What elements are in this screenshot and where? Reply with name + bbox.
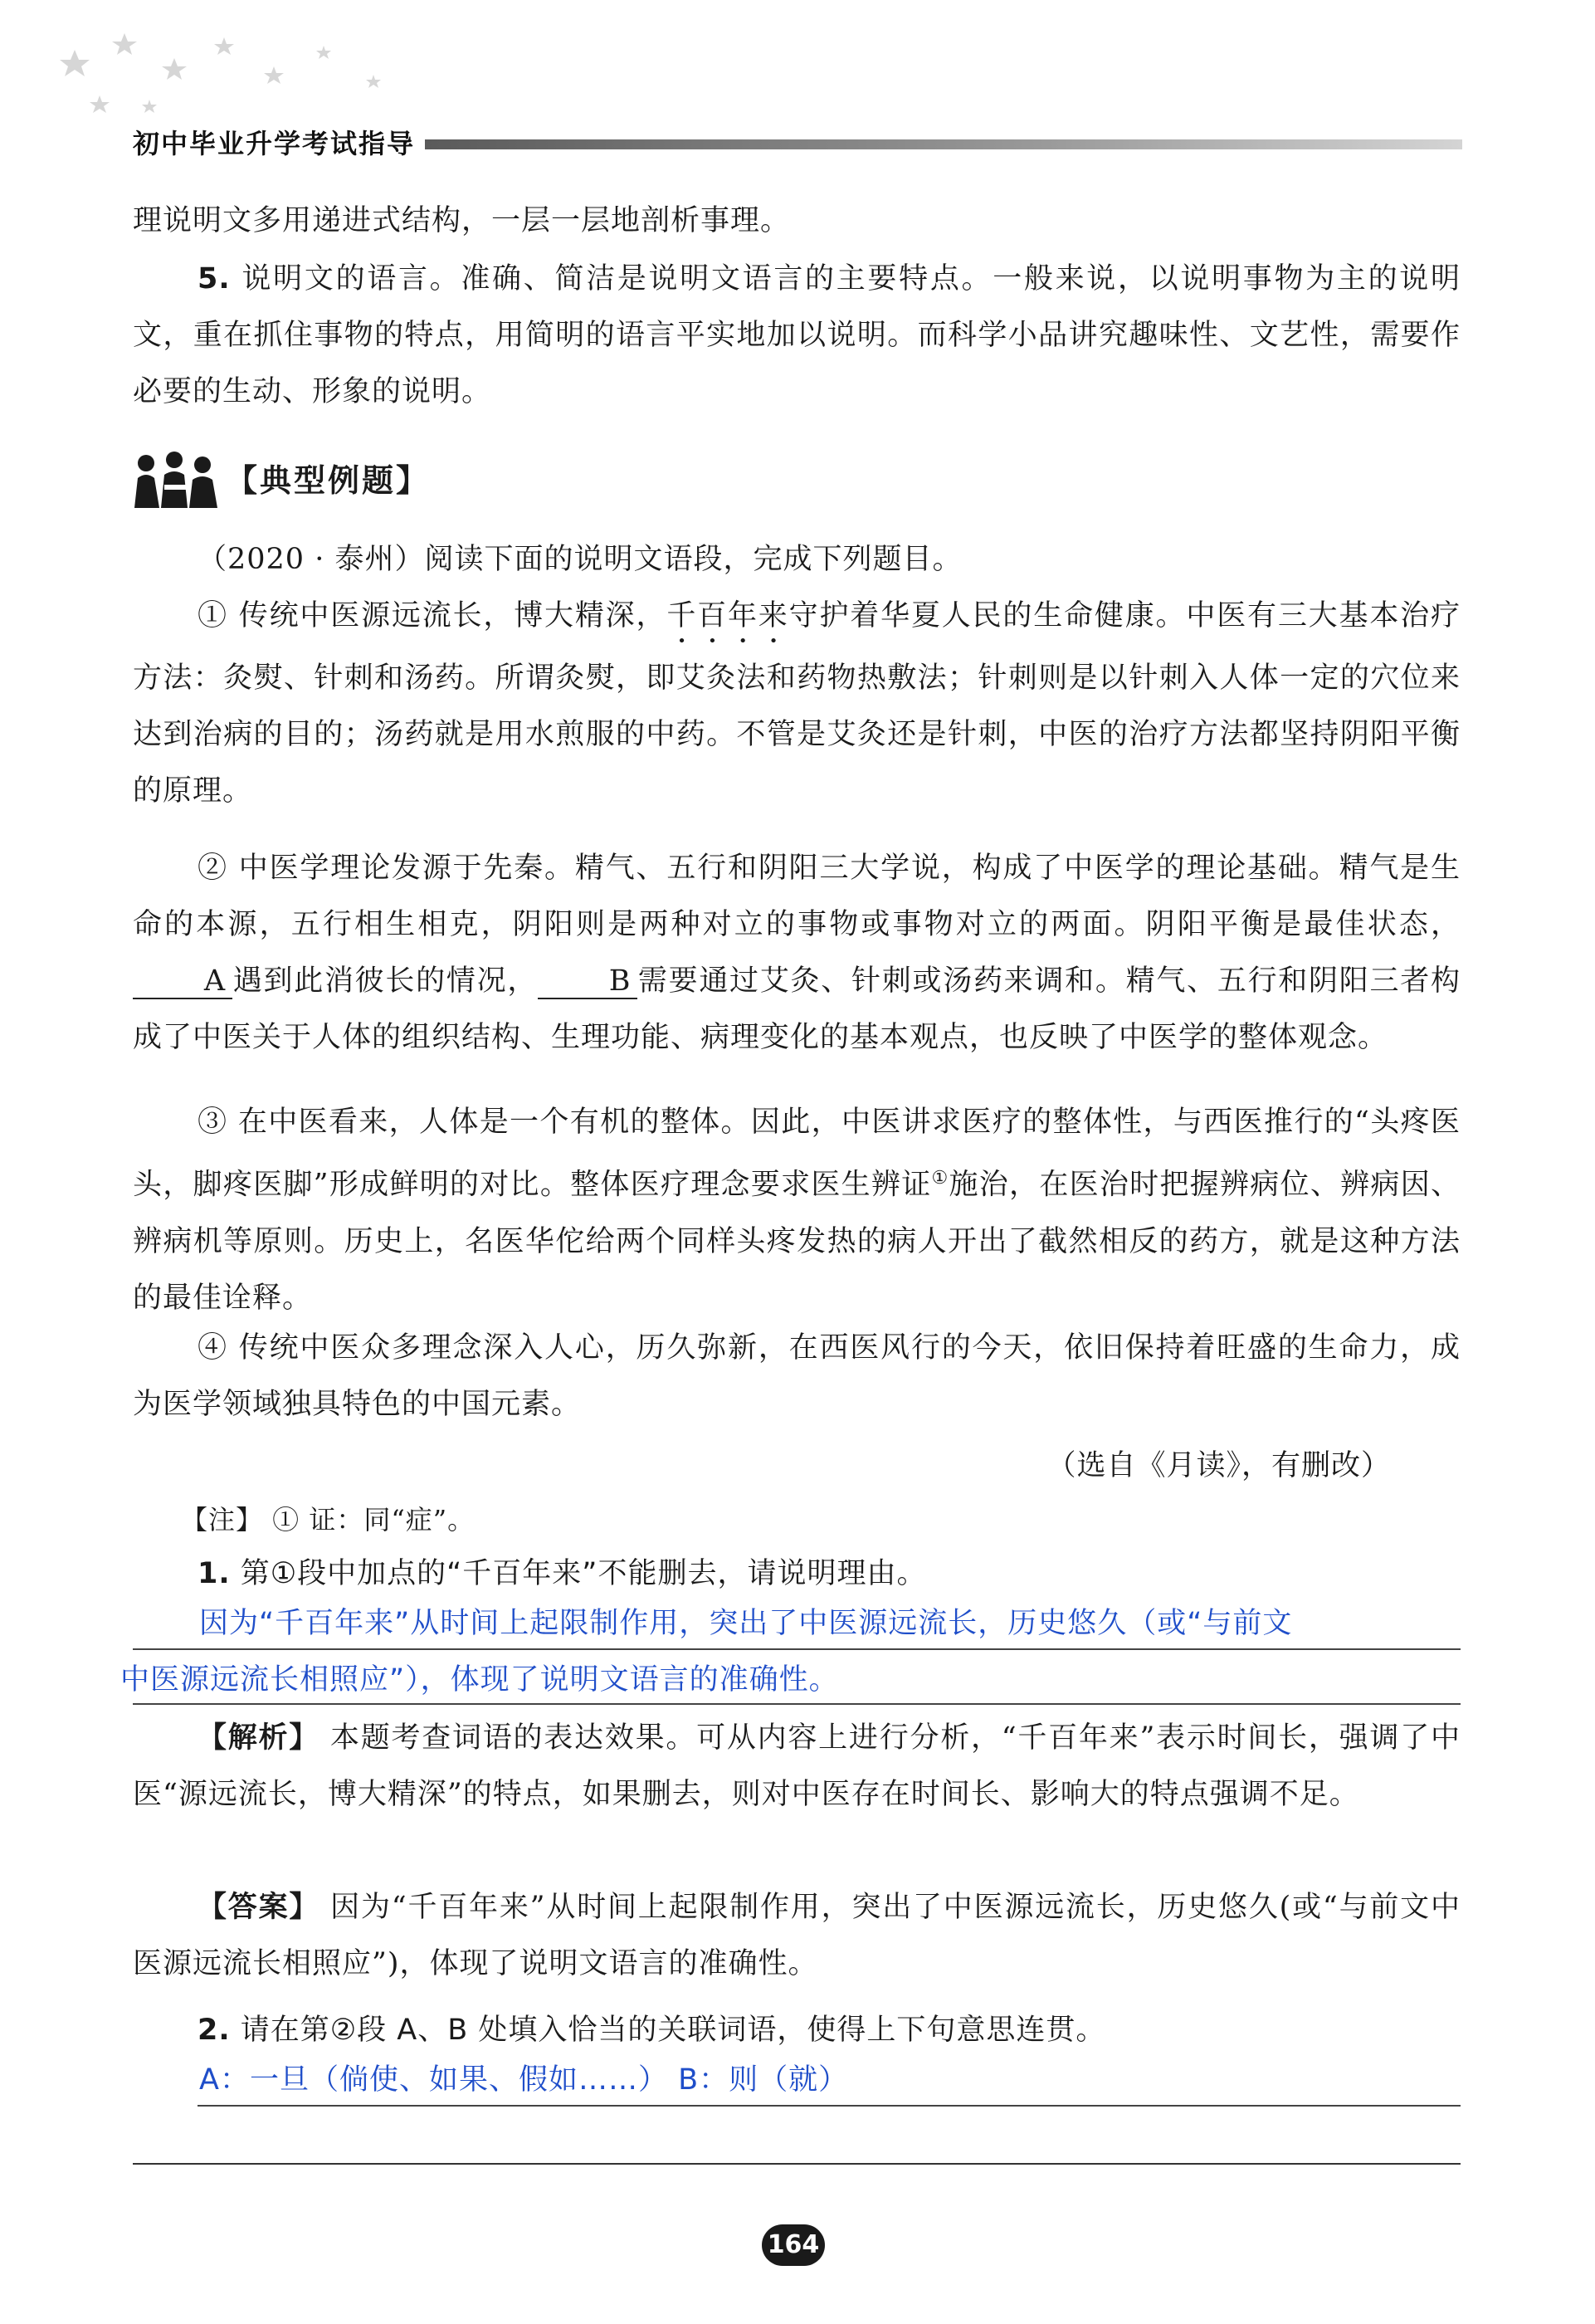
- handwritten-answer-q2: A：一旦（倘使、如果、假如……） B：则（就）: [199, 2063, 849, 2097]
- question-1: [198, 1550, 926, 1592]
- p2-part3: 需要通过艾灸、针刺或汤药来调和。精气、五行和阴阳三者构成了中医关于人体的组织结构、生理功能、病理变化的基本观点，也反映了中医学的整体观念。: [133, 964, 1461, 1054]
- page-number: 164: [762, 2224, 825, 2266]
- section-title: 【典型例题】: [226, 462, 431, 499]
- blank-a: A: [133, 964, 232, 999]
- answer-label: 【答案】: [198, 1891, 320, 1924]
- passage-source: （选自《月读》，有删改）: [1046, 1449, 1391, 1482]
- p3-part2: 施治，在医治时把握辨病位、辨病因、辨病机等原则。历史上，名医华佗给两个同样头疼发热的病人开出了截然相反的药方，就是这种方法的最佳诠释。: [133, 1168, 1461, 1315]
- intro-item-5: [133, 251, 1461, 420]
- passage-paragraph-4: ④ 传统中医众多理念深入人心，历久弥新，在西医风行的今天，依旧保持着旺盛的生命力，成为医学领域独具特色的中国元素。: [133, 1331, 1461, 1421]
- passage-lead: （2020 · 泰州）阅读下面的说明文语段，完成下列题目。: [198, 543, 963, 576]
- passage-paragraph-3: [133, 1094, 1461, 1326]
- analysis-text: 本题考查词语的表达效果。可从内容上进行分析，“千百年来”表示时间长，强调了中医“源远流长，博大精深”的特点，如果删去，则对中医存在时间长、影响大的特点强调不足。: [133, 1721, 1461, 1811]
- passage-paragraph-2: [133, 840, 1461, 1066]
- answer-line: [133, 1703, 1461, 1705]
- question-text: 请在第②段 A、B 处填入恰当的关联词语，使得上下句意思连贯。: [240, 2014, 1106, 2047]
- question-number: 2.: [198, 2014, 231, 2047]
- people-reading-icon: [131, 448, 222, 508]
- p1-after: 守护着华夏人民的生命健康。中医有三大基本治疗方法：灸熨、针刺和汤药。所谓灸熨，即艾灸法和药物热敷法；针刺则是以针刺入人体一定的穴位来达到治病的目的；汤药就是用水煎服的中药。不管是艾灸还是针刺，中医的治疗方法都坚持阴阳平衡的原理。: [133, 599, 1461, 808]
- p3-part1: ③ 在中医看来，人体是一个有机的整体。因此，中医讲求医疗的整体性，与西医推行的“头疼医头，脚疼医脚”形成鲜明的对比。整体医疗理念要求医生辨证: [133, 1106, 1461, 1202]
- answer-key: [133, 1879, 1461, 1992]
- question-text: 第①段中加点的“千百年来”不能删去，请说明理由。: [240, 1557, 927, 1590]
- analysis: [133, 1710, 1461, 1823]
- footnote-marker: ①: [931, 1168, 949, 1189]
- answer-text: 因为“千百年来”从时间上起限制作用，突出了中医源远流长，历史悠久(或“与前文中医源远流长相照应”)，体现了说明文语言的准确性。: [133, 1891, 1461, 1980]
- question-2: [198, 2007, 1105, 2048]
- question-number: 1.: [198, 1557, 231, 1590]
- item-number: 5.: [198, 262, 231, 295]
- handwritten-answer-line-1: 因为“千百年来”从时间上起限制作用，突出了中医源远流长，历史悠久（或“与前文: [199, 1607, 1293, 1640]
- dotted-phrase: 千百年来: [666, 599, 789, 632]
- header-title: 初中毕业升学考试指导: [133, 128, 416, 159]
- analysis-label: 【解析】: [198, 1721, 320, 1755]
- handwritten-answer-line-2: 中医源远流长相照应”），体现了说明文语言的准确性。: [120, 1663, 839, 1697]
- p2-part2: 遇到此消彼长的情况，: [232, 964, 539, 998]
- p2-part1: ② 中医学理论发源于先秦。精气、五行和阴阳三大学说，构成了中医学的理论基础。精气是生命的本源，五行相生相克，阴阳则是两种对立的事物或事物对立的两面。阴阳平衡是最佳状态，: [133, 852, 1461, 941]
- p1-before: ① 传统中医源远流长，博大精深，: [198, 599, 667, 632]
- footer-rule: [133, 2163, 1461, 2165]
- answer-line: [133, 1648, 1461, 1650]
- passage-paragraph-1: [133, 588, 1461, 819]
- item-text: 说明文的语言。准确、简洁是说明文语言的主要特点。一般来说，以说明事物为主的说明文，重在抓住事物的特点，用简明的语言平实地加以说明。而科学小品讲究趣味性、文艺性，需要作必要的生动、形象的说明。: [133, 262, 1461, 408]
- blank-b: B: [538, 964, 637, 999]
- footnote: 【注】 ① 证：同“症”。: [181, 1504, 476, 1536]
- intro-line: 理说明文多用递进式结构，一层一层地剖析事理。: [133, 204, 791, 237]
- header-rule: [425, 139, 1462, 149]
- answer-line: [198, 2105, 1461, 2107]
